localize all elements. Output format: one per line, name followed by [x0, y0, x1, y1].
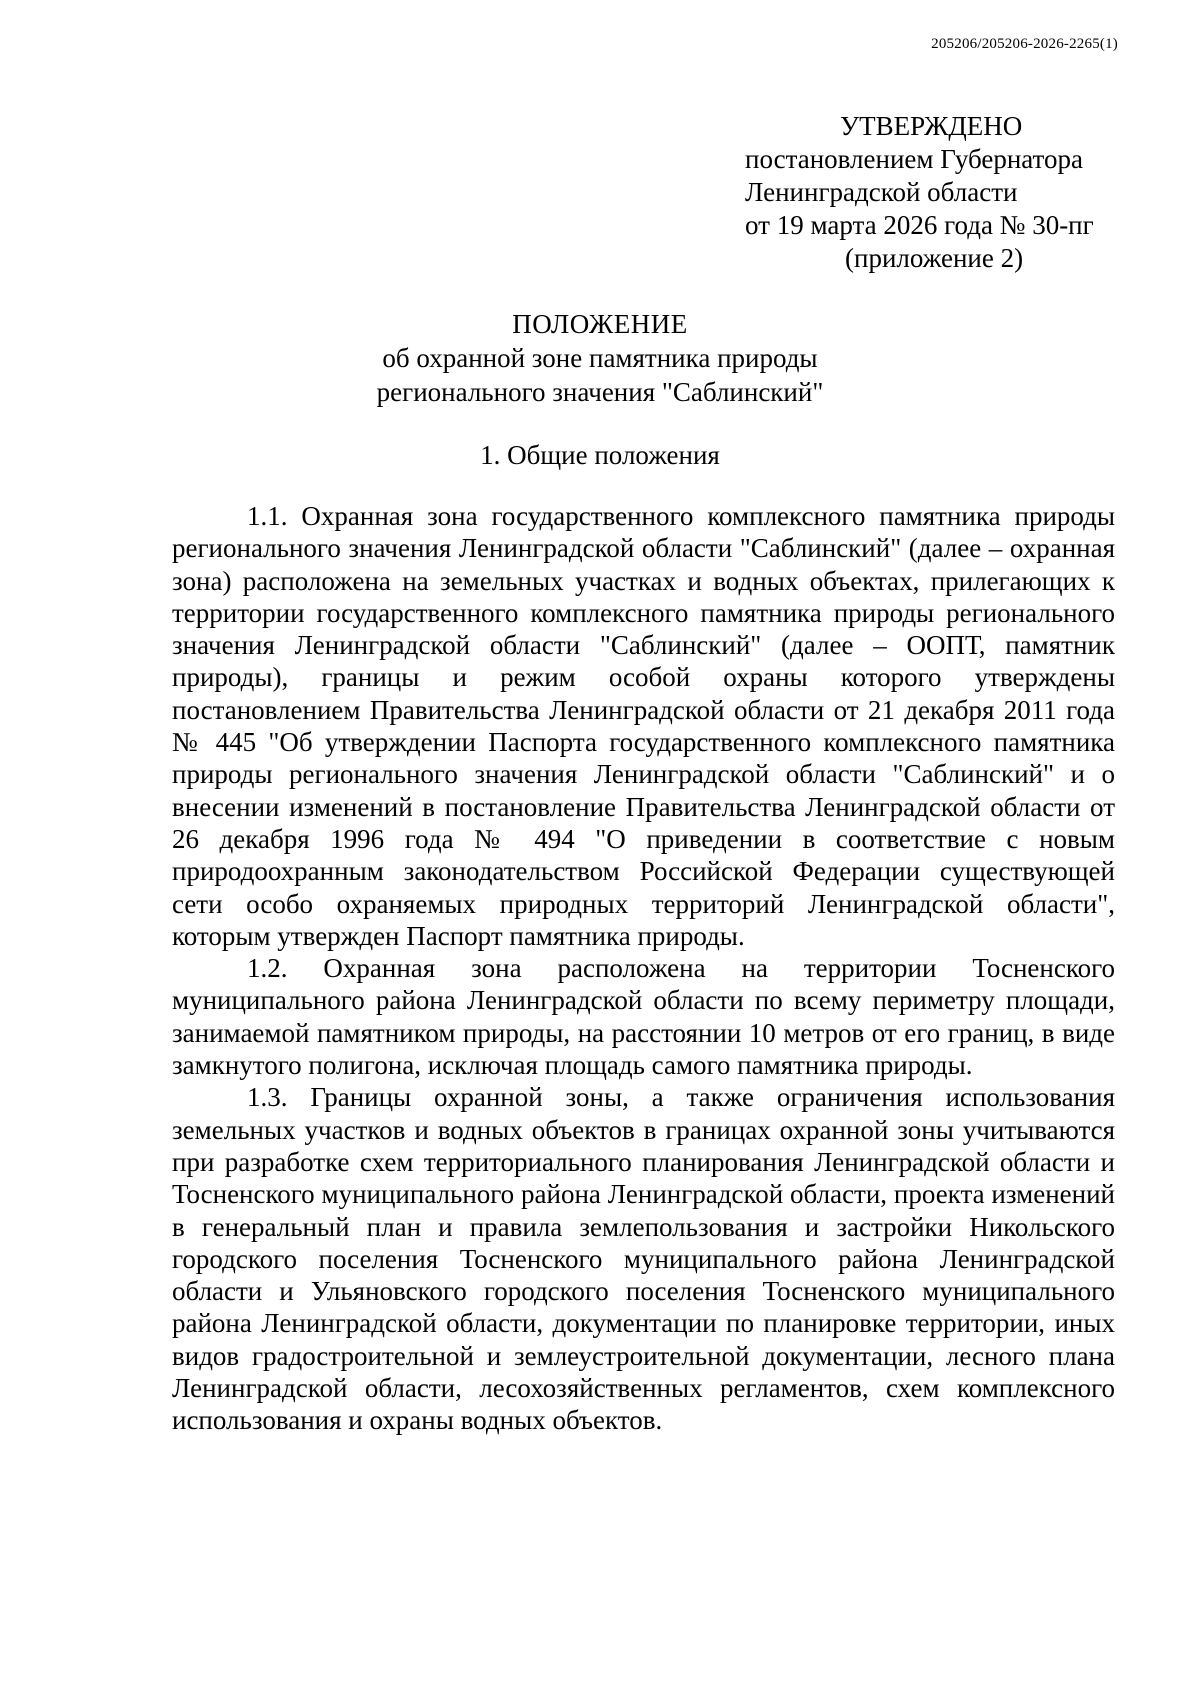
approval-heading: УТВЕРЖДЕНО — [840, 111, 1023, 141]
approval-line-date: от 19 марта 2026 года № 30-пг — [745, 210, 1094, 240]
title-main: ПОЛОЖЕНИЕ — [512, 309, 688, 339]
approval-line-decree: постановлением Губернатора — [745, 144, 1083, 174]
approval-appendix: (приложение 2) — [845, 243, 1024, 273]
title-subtitle-line-1: об охранной зоне памятника природы — [382, 343, 818, 373]
document-registration-number: 205206/205206-2026-2265(1) — [931, 36, 1118, 52]
title-subtitle-line-2: регионального значения "Саблинский" — [376, 377, 824, 407]
paragraph-1-2: 1.2. Охранная зона расположена на территории Тосненского муниципального района Ленинградской области по всему периметру площади, занимаемой памятником природы, на расстоянии 10 метров от его границ, в виде замкнутого полигона, исключая площадь самого памятника природы. — [172, 953, 1115, 1081]
section-body — [172, 500, 1115, 1437]
document-title — [0, 307, 1200, 409]
section-heading: 1. Общие положения — [480, 440, 720, 470]
paragraph-1-1: 1.1. Охранная зона государственного комплексного памятника природы регионального значения Ленинградской области "Саблинский" (далее – охранная зона) расположена на земельных участках и водных объектах, прилегающих к территории государственного комплексного памятника природы регионального значения Ленинградской области "Саблинский" (далее – ООПТ, памятник природы), границы и режим особой охраны которого утверждены постановлением Правительства Ленинградской области от 21 декабря 2011 года № 445 "Об утверждении Паспорта государственного комплексного памятника природы регионального значения Ленинградской области "Саблинский" и о внесении изменений в постановление Правительства Ленинградской области от 26 декабря 1996 года № 494 "О приведении в соответствие с новым природоохранным законодательством Российской Федерации существующей сети особо охраняемых природных территорий Ленинградской области", которым утвержден Паспорт памятника природы. — [172, 501, 1115, 951]
approval-line-region: Ленинградской области — [745, 177, 1018, 207]
paragraph-1-3: 1.3. Границы охранной зоны, а также ограничения использования земельных участков и водных объектов в границах охранной зоны учитываются при разработке схем территориального планирования Ленинградской области и Тосненского муниципального района Ленинградской области, проекта изменений в генеральный план и правила землепользования и застройки Никольского городского поселения Тосненского муниципального района Ленинградской области и Ульяновского городского поселения Тосненского муниципального района Ленинградской области, документации по планировке территории, иных видов градостроительной и землеустроительной документации, лесного плана Ленинградской области, лесохозяйственных регламентов, схем комплексного использования и охраны водных объектов. — [172, 1082, 1115, 1436]
approval-stamp — [745, 110, 1125, 275]
